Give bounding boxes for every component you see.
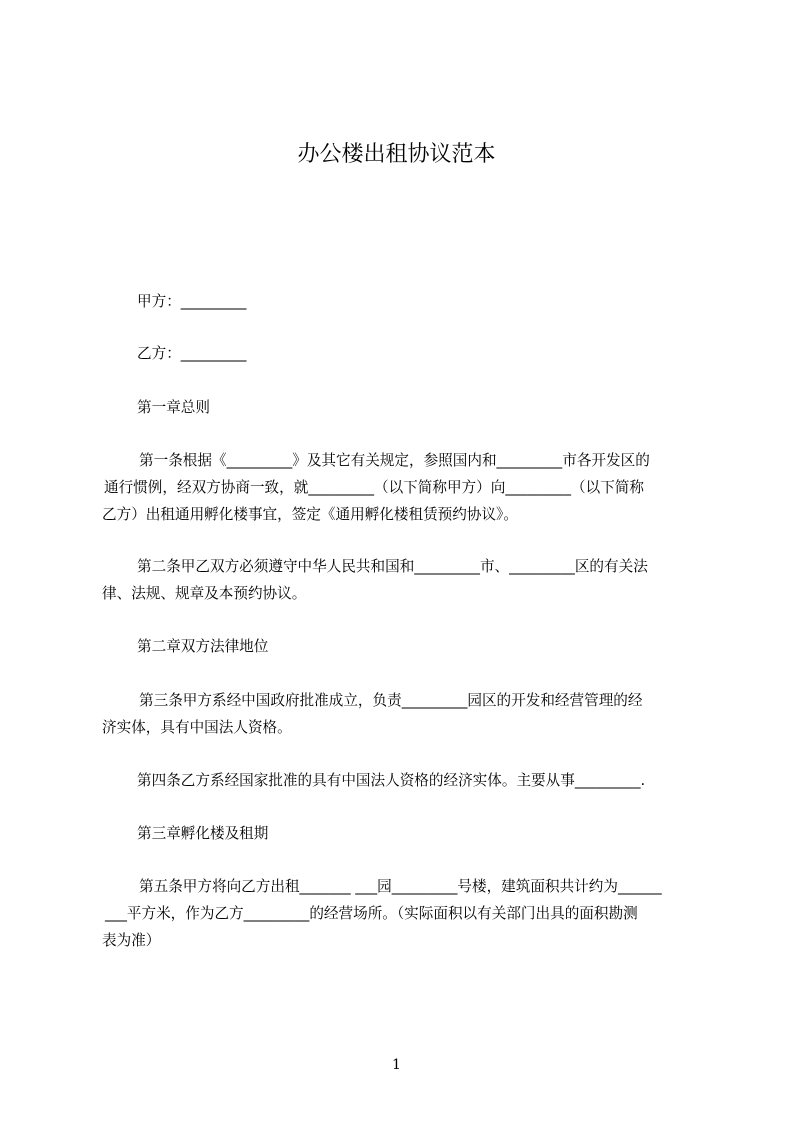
chapter-2-heading: 第二章双方法律地位 — [137, 638, 269, 655]
party-b-line: 乙方：_________ — [137, 345, 247, 362]
article-2 — [102, 553, 702, 607]
document-title: 办公楼出租协议范本 — [297, 142, 496, 167]
article-1-line-1: 第一条根据《_________》及其它有关规定，参照国内和_________市各开发区的 — [139, 452, 650, 469]
article-3 — [102, 687, 702, 741]
article-2-line-1: 第二条甲乙双方必须遵守中华人民共和国和_________市、_________区的有关法 — [137, 558, 648, 575]
article-1-line-3: 乙方）出租通用孵化楼事宜，签定《通用孵化楼租赁预约协议》。 — [102, 506, 518, 523]
article-4: 第四条乙方系经国家批准的具有中国法人资格的经济实体。主要从事_________. — [137, 772, 646, 789]
article-3-line-1: 第三条甲方系经中国政府批准成立，负责_________园区的开发和经营管理的经 — [139, 692, 643, 709]
party-a-line: 甲方：_________ — [137, 293, 247, 310]
article-2-line-2: 律、法规、规章及本预约协议。 — [102, 585, 307, 602]
article-5-line-3: 表为准） — [102, 932, 161, 949]
article-5 — [102, 873, 702, 954]
article-1 — [102, 447, 702, 528]
article-1-line-2: 通行惯例，经双方协商一致，就_________（以下简称甲方）向_________（以下简称 — [104, 479, 644, 496]
article-5-line-2: ___平方米，作为乙方_________的经营场所。（实际面积以有关部门出具的面积勘测 — [105, 905, 638, 922]
chapter-1-heading: 第一章总则 — [137, 399, 210, 416]
page-number: 1 — [392, 1057, 401, 1073]
article-5-line-1: 第五条甲方将向乙方出租_______ ___园_________号楼，建筑面积共计约为______ — [139, 878, 662, 895]
chapter-3-heading: 第三章孵化楼及租期 — [137, 825, 269, 842]
article-3-line-2: 济实体，具有中国法人资格。 — [102, 719, 292, 736]
